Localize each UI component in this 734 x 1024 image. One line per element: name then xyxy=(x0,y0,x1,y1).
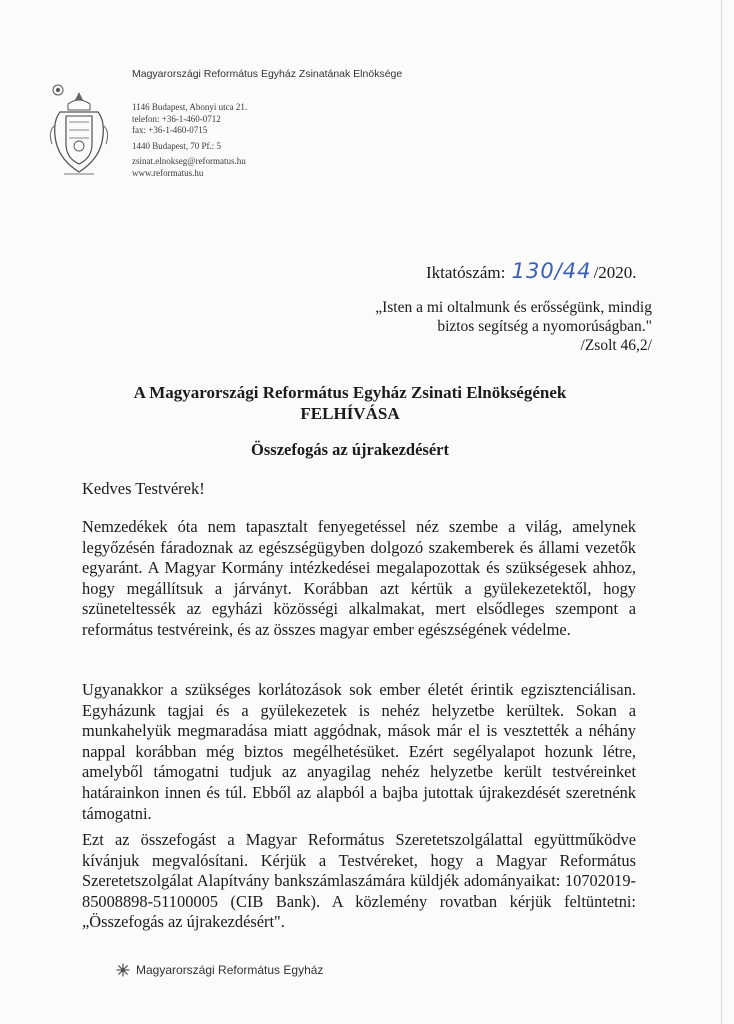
organization-name: Magyarországi Református Egyház Zsinatának Elnöksége xyxy=(132,68,403,80)
sunburst-icon xyxy=(116,963,130,977)
reference-year: /2020. xyxy=(593,263,637,282)
paragraph-3: Ezt az összefogást a Magyar Református Szeretetszolgálattal együttműködve kívánjuk megvalósítani. Kérjük a Testvéreket, hogy a Magyar Református Szeretetszolgálat Alapítvány bankszámlaszámára küldjék adományaikat: 10702019-85008898-51100005 (CIB Bank). A közlemény rovatban kérjük feltüntetni: „Összefogás az újrakezdésért". xyxy=(82,830,636,932)
paragraph-2: Ugyanakkor a szükséges korlátozások sok ember életét érintik egzisztenciálisan. Egyházunk tagjai és a gyülekezetek is nehéz helyzetbe kerültek. Sokan a munkahelyük megmaradása miatt aggódnak, mások már el is vesztették a néhány nappal korábban még biztos megélhetésüket. Ezért segélyalapot hozunk létre, amelyből támogatni tudjuk az anyagilag nehéz helyzetbe került testvéreinket határainkon innen és túl. Ebből az alapból a bajba jutottak újrakezdését szeretnénk támogatni. xyxy=(82,680,636,823)
website: www.reformatus.hu xyxy=(132,167,204,178)
contact-block xyxy=(132,102,247,180)
motto-line-1: „Isten a mi oltalmunk és erősségünk, mindig xyxy=(375,299,652,316)
fax: fax: +36-1-460-0715 xyxy=(132,125,208,136)
address: 1146 Budapest, Abonyi utca 21. xyxy=(132,102,248,112)
motto-source: /Zsolt 46,2/ xyxy=(580,337,652,354)
email: zsinat.elnokseg@reformatus.hu xyxy=(132,156,246,167)
footer-org-name: Magyarországi Református Egyház xyxy=(136,963,324,977)
phone: telefon: +36-1-460-0712 xyxy=(132,113,221,124)
bible-motto xyxy=(375,298,652,355)
reference-handwritten-number: 130/44 xyxy=(511,259,592,283)
document-title xyxy=(60,382,640,424)
title-line-1: A Magyarországi Református Egyház Zsinati Elnökségének xyxy=(133,383,567,402)
po-box: 1440 Budapest, 70 Pf.: 5 xyxy=(132,140,221,151)
paragraph-1: Nemzedékek óta nem tapasztalt fenyegetéssel néz szembe a világ, amelynek legyőzésén fáradoznak az egészségügyben dolgozó szakemberek és állami vezetők egyaránt. A Magyar Kormány intézkedései megalapozottak és szükségesek ahhoz, hogy megállítsuk a járványt. Korábban azt kértük a gyülekezetektől, hogy szüneteltessék az egyházi közösségi alkalmakat, mert elsődleges szempont a református testvéreink, és az összes magyar ember egészségének védelme. xyxy=(82,517,636,639)
footer xyxy=(116,963,323,977)
page-edge xyxy=(721,0,722,1024)
greeting: Kedves Testvérek! xyxy=(82,479,205,498)
title-line-2: FELHÍVÁSA xyxy=(300,404,400,423)
reference-number xyxy=(426,259,637,283)
church-crest-icon xyxy=(46,82,112,180)
motto-line-2: biztos segítség a nyomorúságban." xyxy=(437,318,652,335)
document-subtitle: Összefogás az újrakezdésért xyxy=(251,440,449,459)
reference-label: Iktatószám: xyxy=(426,263,506,282)
